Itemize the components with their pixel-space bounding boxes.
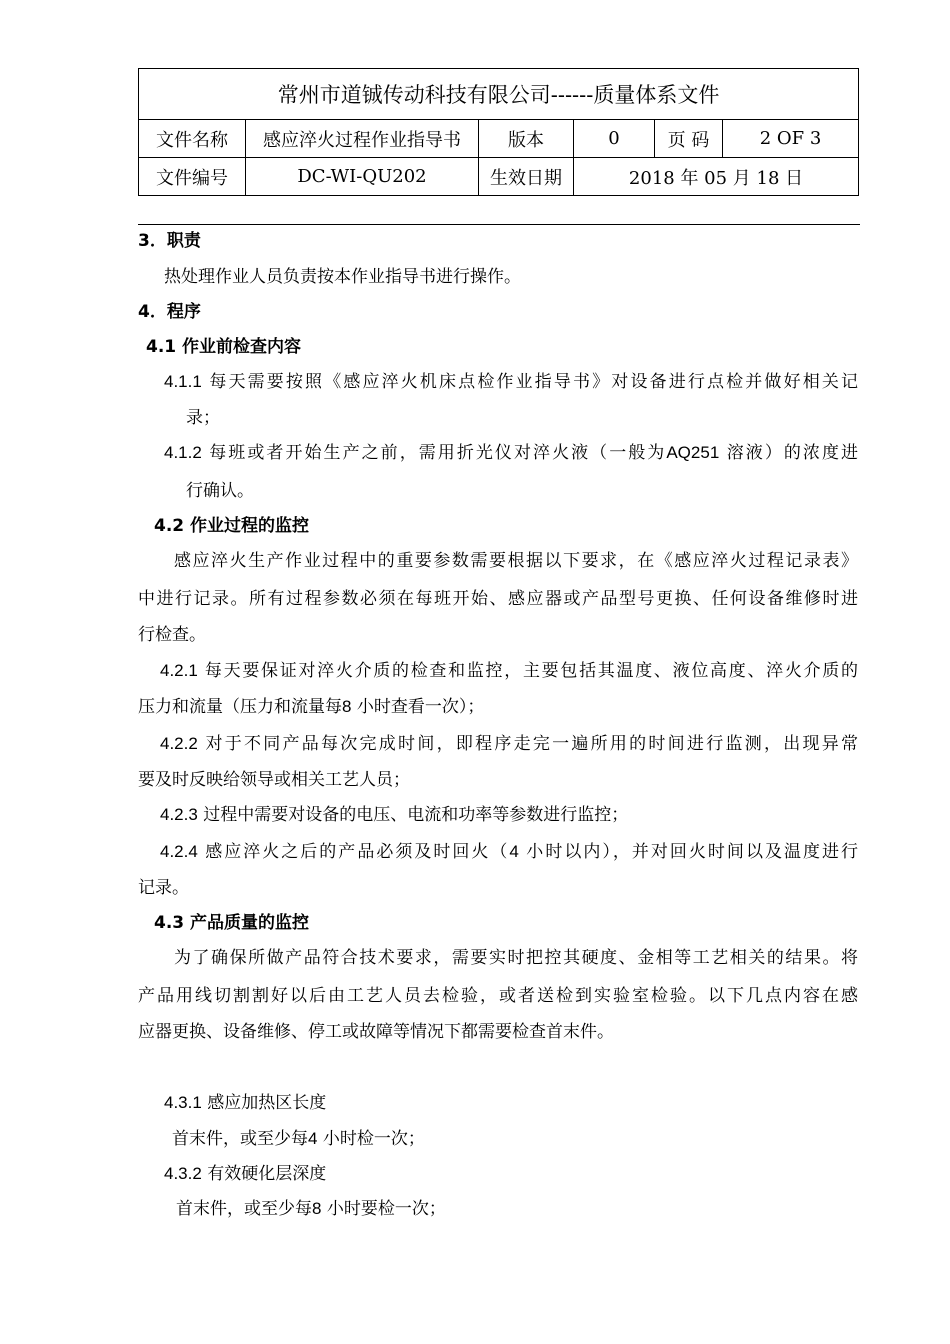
- doc-no-value: DC-WI-QU202: [246, 158, 479, 196]
- section-3-text: 热处理作业人员负责按本作业指导书进行操作。: [164, 267, 521, 287]
- section-4-3-1-text: 首末件，或至少每4 小时检一次；: [172, 1129, 425, 1149]
- section-4-3-para-line2: 产品用线切割割好以后由工艺人员去检验，或者送检到实验室检验。以下几点内容在感: [138, 986, 858, 1006]
- section-4-3-2-title: 4.3.2 有效硬化层深度: [164, 1164, 327, 1184]
- section-4-3-para-line1: 为了确保所做产品符合技术要求，需要实时把控其硬度、金相等工艺相关的结果。将: [174, 948, 858, 968]
- page-value: 2 OF 3: [723, 120, 859, 158]
- section-4-2-para-line1: 感应淬火生产作业过程中的重要参数需要根据以下要求，在《感应淬火过程记录表》: [174, 551, 858, 571]
- section-4-2-para-line3: 行检查。: [138, 625, 206, 645]
- version-value: 0: [574, 120, 655, 158]
- page-label: 页 码: [655, 120, 723, 158]
- section-4-1-2-line2: 行确认。: [186, 481, 254, 501]
- section-4-2-4-line1: 4.2.4 感应淬火之后的产品必须及时回火（4 小时以内），并对回火时间以及温度进行: [160, 842, 859, 862]
- section-4-2-2-line1: 4.2.2 对于不同产品每次完成时间，即程序走完一遍所用的时间进行监测，出现异常: [160, 734, 858, 754]
- section-4-2-para-line2: 中进行记录。所有过程参数必须在每班开始、感应器或产品型号更换、任何设备维修时进: [138, 589, 858, 609]
- section-4-3-1-title: 4.3.1 感应加热区长度: [164, 1093, 327, 1113]
- section-4-3-2-text: 首末件，或至少每8 小时要检一次；: [176, 1199, 446, 1219]
- section-4-2-3-line1: 4.2.3 过程中需要对设备的电压、电流和功率等参数进行监控；: [160, 805, 629, 825]
- effective-date-value: 2018 年 05 月 18 日: [574, 158, 859, 196]
- company-title: 常州市道铖传动科技有限公司------质量体系文件: [139, 69, 859, 120]
- doc-name-value: 感应淬火过程作业指导书: [246, 120, 479, 158]
- section-4-2-heading: 4.2 作业过程的监控: [154, 516, 310, 536]
- section-4-3-para-line3: 应器更换、设备维修、停工或故障等情况下都需要检查首末件。: [138, 1022, 614, 1042]
- section-4-3-heading: 4.3 产品质量的监控: [154, 913, 310, 933]
- section-4-2-4-line2: 记录。: [138, 878, 189, 898]
- document-header-table: [138, 68, 859, 196]
- section-4-1-2-line1: 4.1.2 每班或者开始生产之前，需用折光仪对淬火液（一般为AQ251 溶液）的浓度进: [164, 443, 858, 463]
- section-3-heading: 3．职责: [138, 231, 201, 251]
- version-label: 版本: [479, 120, 574, 158]
- section-4-1-1-line1: 4.1.1 每天需要按照《感应淬火机床点检作业指导书》对设备进行点检并做好相关记: [164, 372, 858, 392]
- doc-no-label: 文件编号: [139, 158, 246, 196]
- section-4-heading: 4．程序: [138, 302, 201, 322]
- effective-date-label: 生效日期: [479, 158, 574, 196]
- header-divider: [138, 224, 860, 225]
- section-4-1-1-line2: 录；: [186, 408, 220, 428]
- section-4-2-1-line1: 4.2.1 每天要保证对淬火介质的检查和监控，主要包括其温度、液位高度、淬火介质的: [160, 661, 858, 681]
- section-4-2-2-line2: 要及时反映给领导或相关工艺人员；: [138, 770, 410, 790]
- section-4-2-1-line2: 压力和流量（压力和流量每8 小时查看一次）；: [138, 697, 485, 717]
- doc-name-label: 文件名称: [139, 120, 246, 158]
- section-4-1-heading: 4.1 作业前检查内容: [146, 337, 302, 357]
